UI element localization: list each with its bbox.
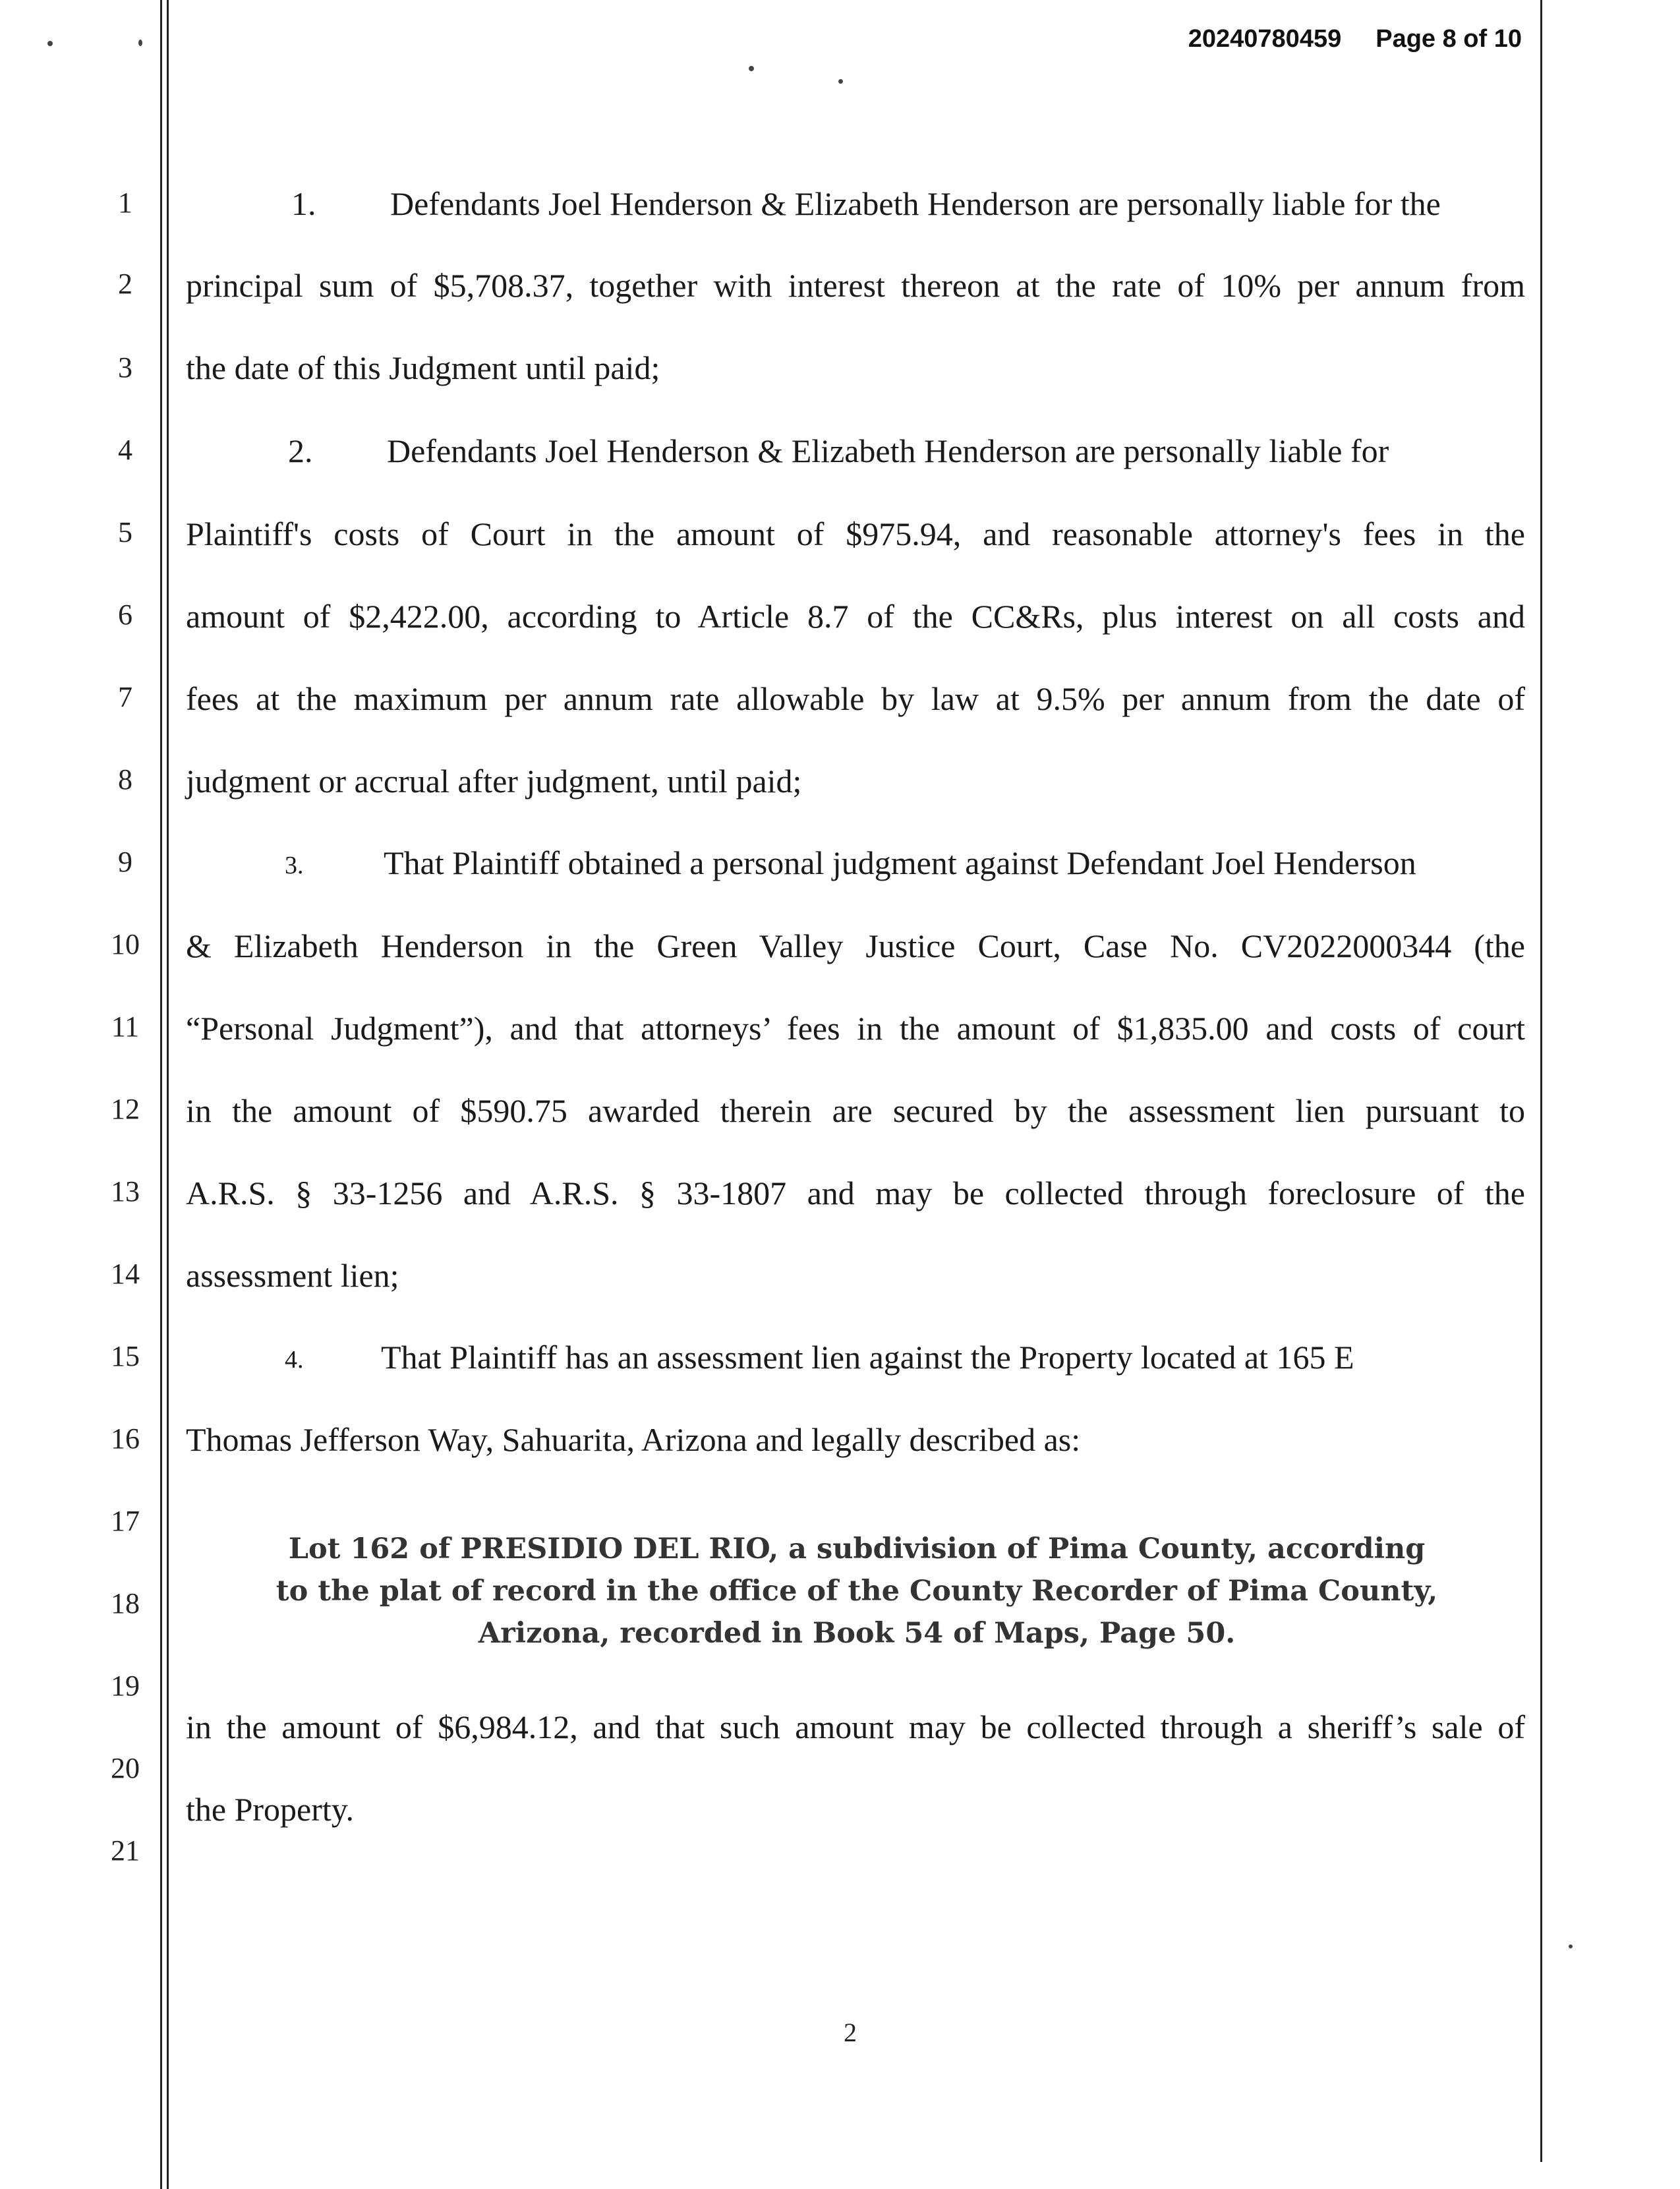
line-number: 12 [111, 1093, 140, 1125]
body-line: amount of $2,422.00, according to Article 8.7 of the CC&Rs, plus interest on all costs and [186, 598, 1525, 635]
right-margin-rule [1540, 0, 1542, 2162]
body-line: in the amount of $590.75 awarded therein are secured by the assessment lien pursuant to [186, 1092, 1525, 1129]
legal-description [237, 1528, 1476, 1654]
line-number: 20 [111, 1752, 140, 1784]
line-number: 4 [118, 434, 132, 466]
body-line: assessment lien; [186, 1257, 399, 1294]
left-margin-rule-inner [167, 0, 169, 2189]
line-number: 19 [111, 1670, 140, 1702]
body-line: in the amount of $6,984.12, and that such amount may be collected through a sheriff’s sale of [186, 1708, 1525, 1745]
paragraph-number: 2. [288, 432, 313, 469]
left-margin-rule-outer [160, 0, 162, 2189]
line-number: 14 [111, 1258, 140, 1290]
line-number: 16 [111, 1422, 140, 1455]
body-line: the Property. [186, 1791, 355, 1828]
line-text: Defendants Joel Henderson & Elizabeth Henderson are personally liable for the [390, 185, 1441, 222]
body-line: judgment or accrual after judgment, until paid; [186, 763, 802, 800]
line-number: 13 [111, 1175, 140, 1208]
paragraph-number: 3. [285, 852, 304, 879]
line-number: 6 [118, 598, 132, 631]
line-text: Defendants Joel Henderson & Elizabeth Henderson are personally liable for [387, 432, 1389, 469]
line-text: That Plaintiff has an assessment lien against the Property located at 165 E [381, 1339, 1354, 1376]
paragraph-number: 4. [285, 1346, 304, 1374]
line-number: 2 [118, 268, 132, 300]
line-number: 9 [118, 846, 132, 878]
page-number: 2 [844, 2018, 857, 2047]
body-line: fees at the maximum per annum rate allowable by law at 9.5% per annum from the date of [186, 680, 1525, 717]
legal-description-line: Lot 162 of PRESIDIO DEL RIO, a subdivision of Pima County, according [288, 1532, 1426, 1565]
body-line: the date of this Judgment until paid; [186, 349, 660, 386]
line-number: 3 [118, 351, 132, 384]
body-line: Plaintiff's costs of Court in the amount of $975.94, and reasonable attorney's fees in the [186, 515, 1525, 552]
scan-speck [838, 79, 843, 84]
scan-speck [1569, 1944, 1573, 1948]
recording-header [1188, 25, 1522, 53]
line-number: 8 [118, 763, 132, 796]
line-number: 21 [111, 1834, 140, 1867]
scan-speck [749, 66, 754, 71]
legal-description-line: Arizona, recorded in Book 54 of Maps, Page 50. [478, 1617, 1236, 1650]
page-of-label: Page 8 of 10 [1376, 25, 1522, 53]
line-number: 15 [111, 1340, 140, 1372]
line-text: That Plaintiff obtained a personal judgment against Defendant Joel Henderson [384, 844, 1416, 881]
line-number: 10 [111, 928, 140, 960]
line-number: 1 [118, 187, 132, 219]
line-number: 17 [111, 1505, 140, 1537]
legal-description-line: to the plat of record in the office of the County Recorder of Pima County, [275, 1575, 1438, 1608]
line-number: 5 [118, 516, 132, 548]
scan-speck [47, 41, 53, 46]
line-number: 11 [111, 1010, 140, 1043]
body-line: principal sum of $5,708.37, together with interest thereon at the rate of 10% per annum from [186, 267, 1525, 304]
scan-speck [138, 40, 142, 46]
document-number: 20240780459 [1188, 25, 1342, 53]
body-line: & Elizabeth Henderson in the Green Valley Justice Court, Case No. CV2022000344 (the [186, 927, 1525, 964]
line-number: 18 [111, 1587, 140, 1620]
body-line: A.R.S. § 33-1256 and A.R.S. § 33-1807 and may be collected through foreclosure of the [186, 1175, 1525, 1211]
paragraph-number: 1. [291, 185, 316, 222]
body-line: Thomas Jefferson Way, Sahuarita, Arizona and legally described as: [186, 1421, 1081, 1458]
body-line: “Personal Judgment”), and that attorneys’ fees in the amount of $1,835.00 and costs of court [186, 1010, 1525, 1047]
line-number: 7 [118, 681, 132, 713]
